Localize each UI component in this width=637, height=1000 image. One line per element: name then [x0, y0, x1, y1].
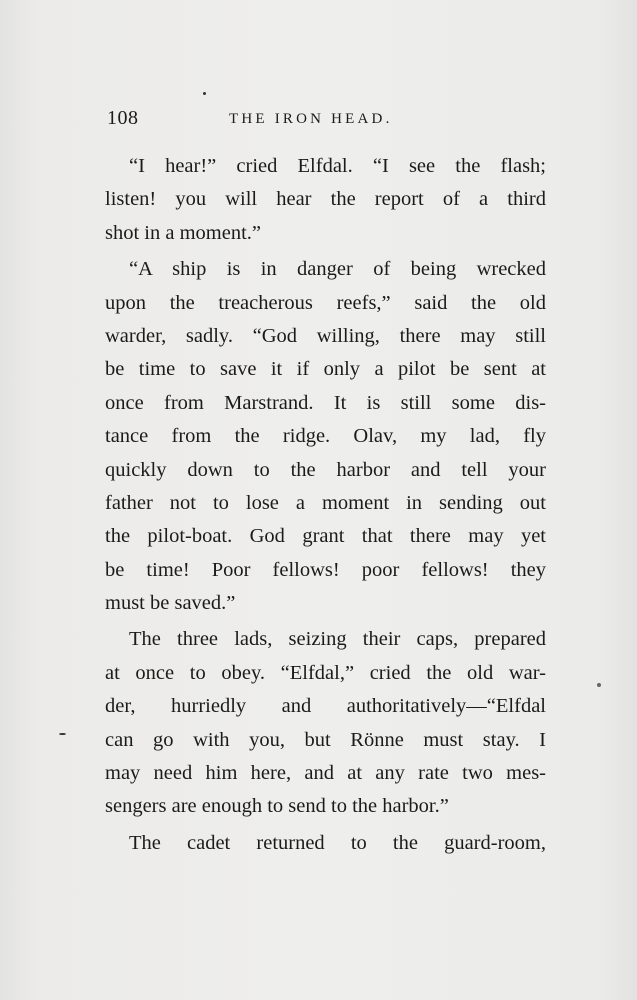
text-line: can go with you, but Rönne must stay. I [105, 728, 546, 751]
text-line: The cadet returned to the guard-room, [129, 831, 546, 854]
text-line: The three lads, seizing their caps, prepared [129, 628, 546, 651]
ink-speck [59, 733, 66, 735]
text-line: the pilot-boat. God grant that there may yet [105, 525, 546, 548]
text-line: tance from the ridge. Olav, my lad, fly [105, 425, 546, 448]
text-line: must be saved.” [105, 592, 236, 615]
text-line: sengers are enough to send to the harbor.” [105, 795, 449, 818]
text-line: warder, sadly. “God willing, there may still [105, 324, 546, 347]
text-line: be time to save it if only a pilot be sent at [105, 358, 546, 381]
text-line: listen! you will hear the report of a third [105, 188, 546, 211]
text-line: “I hear!” cried Elfdal. “I see the flash; [129, 155, 546, 177]
text-line: once from Marstrand. It is still some dis- [105, 391, 546, 414]
text-line: may need him here, and at any rate two mes- [105, 762, 546, 785]
text-line: at once to obey. “Elfdal,” cried the old war- [105, 661, 546, 684]
text-line: be time! Poor fellows! poor fellows! they [105, 558, 546, 581]
text-line: upon the treacherous reefs,” said the old [105, 291, 546, 314]
text-line: father not to lose a moment in sending out [105, 491, 546, 514]
text-line: quickly down to the harbor and tell your [105, 458, 546, 481]
ink-speck [203, 92, 206, 95]
text-line: shot in a moment.” [105, 221, 262, 244]
page-number: 108 [107, 107, 139, 129]
text-line: “A ship is in danger of being wrecked [129, 258, 546, 281]
running-title: THE IRON HEAD. [229, 111, 393, 127]
text-line: der, hurriedly and authoritatively—“Elfdal [105, 695, 546, 718]
ink-speck [597, 683, 601, 687]
body-text [105, 150, 546, 860]
page-header [107, 107, 547, 137]
